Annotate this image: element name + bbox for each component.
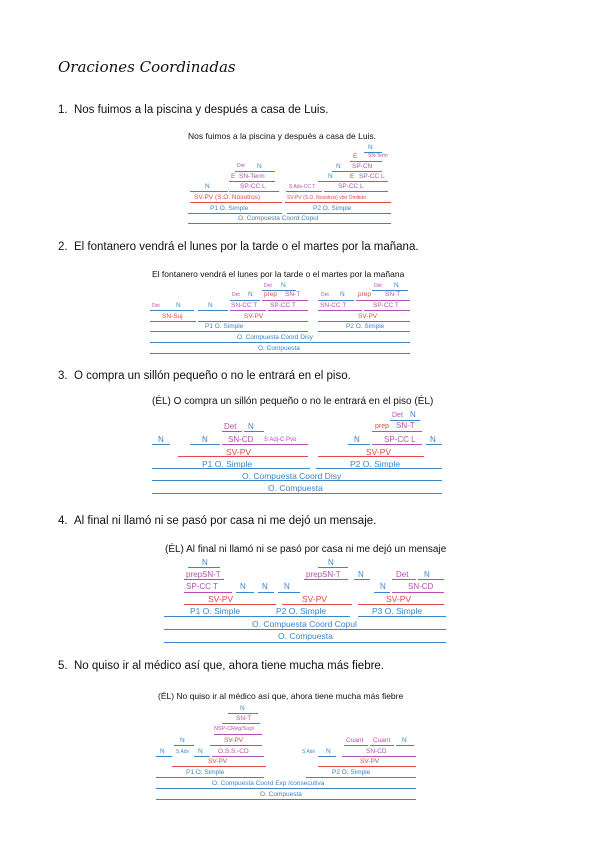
diagram-sentence: Nos fuimos a la piscina y después a casa de Luis. (188, 131, 377, 141)
exercise-3-sentence: 3. O compra un sillón pequeño o no le entrará en el piso. (58, 370, 351, 382)
exercise-1-sentence: 1. Nos fuimos a la piscina y después a casa de Luis. (58, 104, 329, 116)
exercise-5-sentence: 5. No quiso ir al médico así que, ahora tiene mucha más fiebre. (58, 660, 385, 672)
page-title: Oraciones Coordinadas (58, 58, 236, 76)
analysis-diagram-1: Nos fuimos a la piscina y después a casa de Luis. N E SN-Term Det N N SP-CN E SN-Term N E SP-CC L N SP-CC L S Adv-CC T SP-CC L SV-PV (S.O. Nosotros) SV-PV (S.O. Nosotros) vbo Omitido P1 O. Simple P2 O. Simple O. Compuesta Coord Copul (0, 0, 599, 230)
exercise-4-sentence: 4. Al final ni llamó ni se pasó por casa ni me dejó un mensaje. (58, 515, 377, 527)
analysis-diagram-2: El fontanero vendrá el lunes por la tarde o el martes por la mañana Det N Det N Det N prep SN-T Det N prep SN-T Det N N SN-CC T SP-CC T SN-CC T SP-CC T SN-Suj SV-PV SV-PV P1 O. Simple P2 O. Simple O. Compuesta Coord Disy O. Compuesta (0, 0, 599, 360)
analysis-diagram-3: (ÉL) O compra un sillón pequeño o no le entrará en el piso (ÉL) Det N Det N prep SN-T N N SN-CD S Adj-C Pvo N SP-CC L N SV-PV SV-PV P1 O. Simple P2 O. Simple O. Compuesta Coord Disy O. Compuesta (0, 0, 599, 500)
exercise-2-sentence: 2. El fontanero vendrá el lunes por la tarde o el martes por la mañana. (58, 241, 419, 253)
analysis-diagram-4: (ÉL) Al final ni llamó ni se pasó por casa ni me dejó un mensaje N N prepSN-T prepSN-T N Det N SP-CC T N N N N SN-CD SV-PV SV-PV SV-PV P1 O. Simple P2 O. Simple P3 O. Simple O. Compuesta Coord Copul O. Compuesta (165, 544, 447, 641)
analysis-diagram-5: (ÉL) No quiso ir al médico así que, ahora tiene mucha más fiebre N SN-T NSP-CRég/Supl N SV-PV Cuant Cuant N N S Adv N O.S.S.-CD S Adv N SN-CD SV-PV SV-PV P1 O. Simple P2 O. Simple O. Compuesta Coord Exp /consecutiva O. Compuesta (0, 0, 599, 848)
